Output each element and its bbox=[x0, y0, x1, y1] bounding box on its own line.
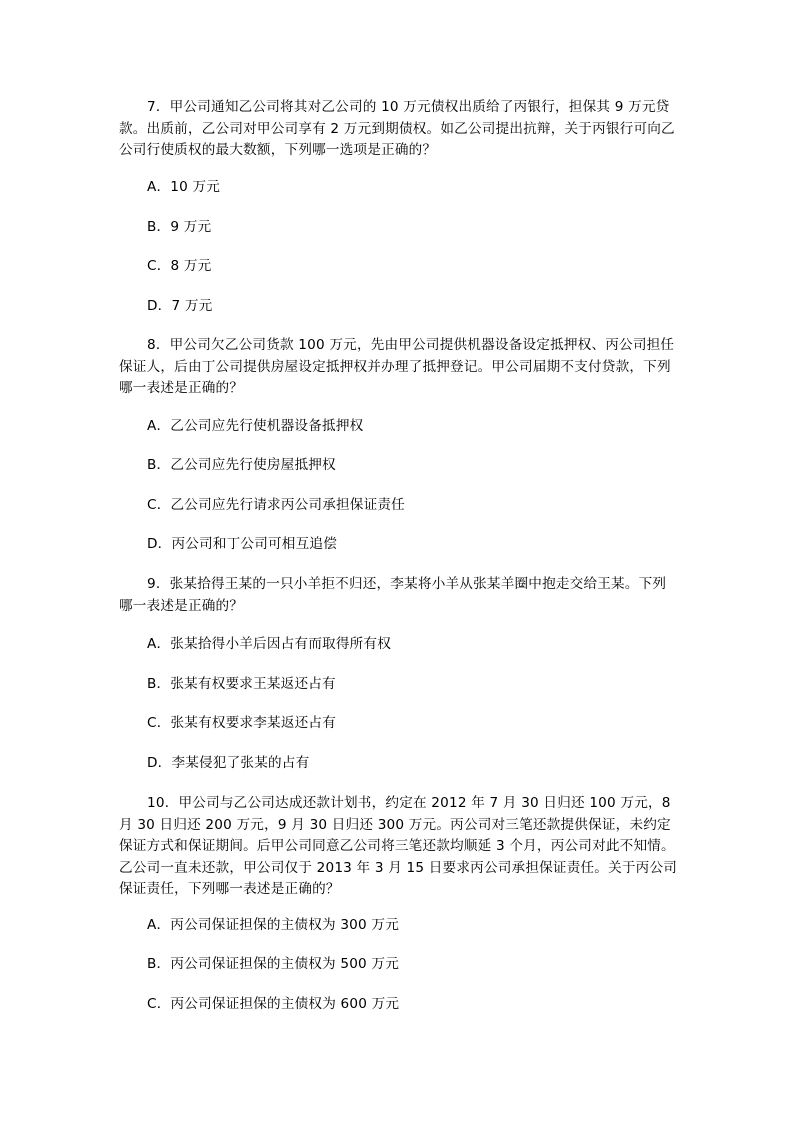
question-9-option-d: D．李某侵犯了张某的占有 bbox=[147, 755, 310, 771]
question-7-option-b: B．9 万元 bbox=[147, 219, 212, 235]
question-7-stem: 7．甲公司通知乙公司将其对乙公司的 10 万元债权出质给了丙银行，担保其 9 万元贷款。出质前，乙公司对甲公司享有 2 万元到期债权。如乙公司提出抗辩，关于丙银行可向乙公司行使质权的最大数额，下列哪一选项是正确的？ bbox=[119, 99, 675, 158]
question-8-option-c: C．乙公司应先行请求丙公司承担保证责任 bbox=[147, 497, 405, 513]
question-10-stem: 10．甲公司与乙公司达成还款计划书，约定在 2012 年 7 月 30 日归还 100 万元，8 月 30 日归还 200 万元，9 月 30 日归还 300 万元。丙公司对三笔还款提供保证，未约定保证方式和保证期间。后甲公司同意乙公司将三笔还款均顺延 3 个月，丙公司对此不知情。乙公司一直未还款，甲公司仅于 2013 年 3 月 15 日要求丙公司承担保证责任。关于丙公司保证责任，下列哪一表述是正确的？ bbox=[119, 795, 678, 897]
question-8-stem: 8．甲公司欠乙公司货款 100 万元，先由甲公司提供机器设备设定抵押权、丙公司担任保证人，后由丁公司提供房屋设定抵押权并办理了抵押登记。甲公司届期不支付贷款，下列哪一表述是正确的？ bbox=[119, 337, 675, 396]
question-9-option-a: A．张某拾得小羊后因占有而取得所有权 bbox=[147, 636, 391, 652]
question-9-stem: 9．张某拾得王某的一只小羊拒不归还，李某将小羊从张某羊圈中抱走交给王某。下列哪一表述是正确的？ bbox=[119, 576, 667, 614]
question-7-option-a: A．10 万元 bbox=[147, 179, 221, 195]
question-7-option-c: C．8 万元 bbox=[147, 258, 212, 274]
question-9-option-b: B．张某有权要求王某返还占有 bbox=[147, 676, 336, 692]
question-7-option-d: D．7 万元 bbox=[147, 298, 213, 314]
question-10-option-c: C．丙公司保证担保的主债权为 600 万元 bbox=[147, 996, 400, 1012]
question-8-option-b: B．乙公司应先行使房屋抵押权 bbox=[147, 457, 336, 473]
question-10-option-b: B．丙公司保证担保的主债权为 500 万元 bbox=[147, 956, 400, 972]
question-8-option-a: A．乙公司应先行使机器设备抵押权 bbox=[147, 418, 364, 434]
question-8-option-d: D．丙公司和丁公司可相互追偿 bbox=[147, 536, 337, 552]
question-9-option-c: C．张某有权要求李某返还占有 bbox=[147, 715, 337, 731]
question-10-option-a: A．丙公司保证担保的主债权为 300 万元 bbox=[147, 917, 399, 933]
